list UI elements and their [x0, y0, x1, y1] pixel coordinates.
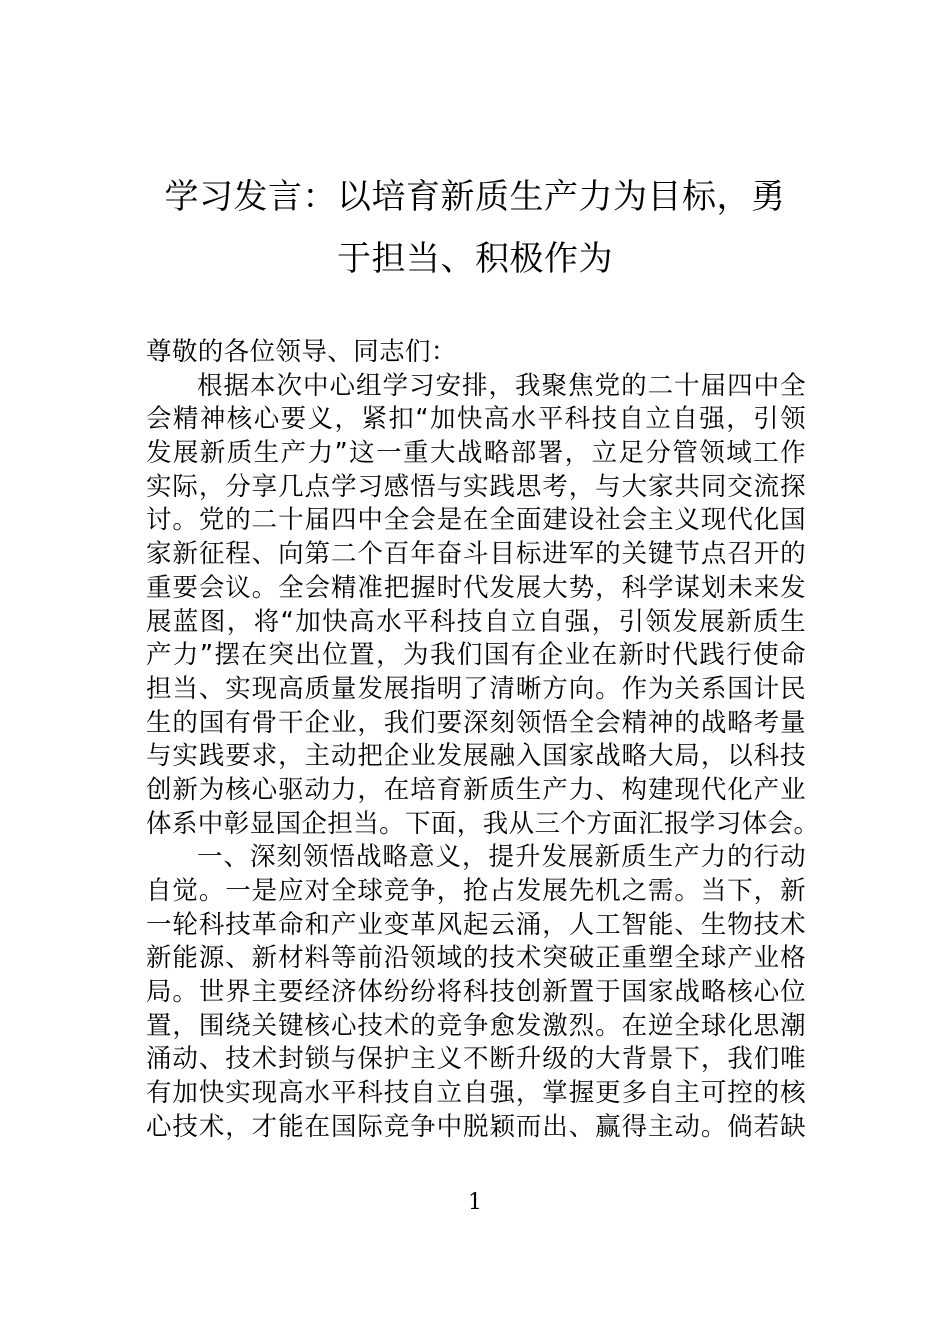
- paragraph-line: 生的国有骨干企业，我们要深刻领悟全会精神的战略考量: [146, 707, 806, 738]
- paragraph-line: 与实践要求，主动把企业发展融入国家战略大局，以科技: [146, 741, 806, 772]
- paragraph-section-one: [146, 841, 806, 1144]
- paragraph-line: 新能源、新材料等前沿领域的技术突破正重塑全球产业格: [146, 943, 806, 974]
- paragraph-line: 体系中彰显国企担当。下面，我从三个方面汇报学习体会。: [146, 808, 820, 839]
- paragraph-line: 讨。党的二十届四中全会是在全面建设社会主义现代化国: [146, 505, 806, 536]
- paragraph-intro: [146, 370, 820, 842]
- paragraph-line: 发展新质生产力”这一重大战略部署，立足分管领域工作: [146, 438, 806, 469]
- paragraph-line: 重要会议。全会精准把握时代发展大势，科学谋划未来发: [146, 572, 806, 603]
- document-title: [140, 166, 810, 290]
- paragraph-line: 创新为核心驱动力，在培育新质生产力、构建现代化产业: [146, 774, 806, 805]
- paragraph-line: 一轮科技革命和产业变革风起云涌，人工智能、生物技术: [146, 909, 806, 940]
- title-line-2: 于担当、积极作为: [337, 239, 613, 279]
- salutation: 尊敬的各位领导、同志们：: [146, 337, 457, 367]
- paragraph-line: 局。世界主要经济体纷纷将科技创新置于国家战略核心位: [146, 977, 806, 1008]
- paragraph-line: 涌动、技术封锁与保护主义不断升级的大背景下，我们唯: [146, 1044, 806, 1075]
- paragraph-line: 实际，分享几点学习感悟与实践思考，与大家共同交流探: [146, 471, 806, 502]
- paragraph-line: 置，围绕关键核心技术的竞争愈发激烈。在逆全球化思潮: [146, 1010, 806, 1041]
- paragraph-line: 家新征程、向第二个百年奋斗目标进军的关键节点召开的: [146, 539, 806, 570]
- paragraph-line: 心技术，才能在国际竞争中脱颖而出、赢得主动。倘若缺: [146, 1111, 806, 1142]
- title-line-1: 学习发言：以培育新质生产力为目标，勇: [164, 177, 786, 217]
- paragraph-line: 担当、实现高质量发展指明了清晰方向。作为关系国计民: [146, 673, 806, 704]
- paragraph-line: 自觉。一是应对全球竞争，抢占发展先机之需。当下，新: [146, 876, 806, 906]
- paragraph-line: 展蓝图，将“加快高水平科技自立自强，引领发展新质生: [146, 606, 806, 637]
- page-number: 1: [468, 1190, 482, 1215]
- document-body: [146, 336, 820, 1145]
- section-heading-line: 一、深刻领悟战略意义，提升发展新质生产力的行动: [197, 842, 806, 873]
- paragraph-line: 会精神核心要义，紧扣“加快高水平科技自立自强，引领: [146, 404, 806, 435]
- paragraph-line: 根据本次中心组学习安排，我聚焦党的二十届四中全: [197, 370, 806, 401]
- paragraph-line: 产力”摆在突出位置，为我们国有企业在新时代践行使命: [146, 640, 806, 671]
- paragraph-line: 有加快实现高水平科技自立自强，掌握更多自主可控的核: [146, 1078, 806, 1109]
